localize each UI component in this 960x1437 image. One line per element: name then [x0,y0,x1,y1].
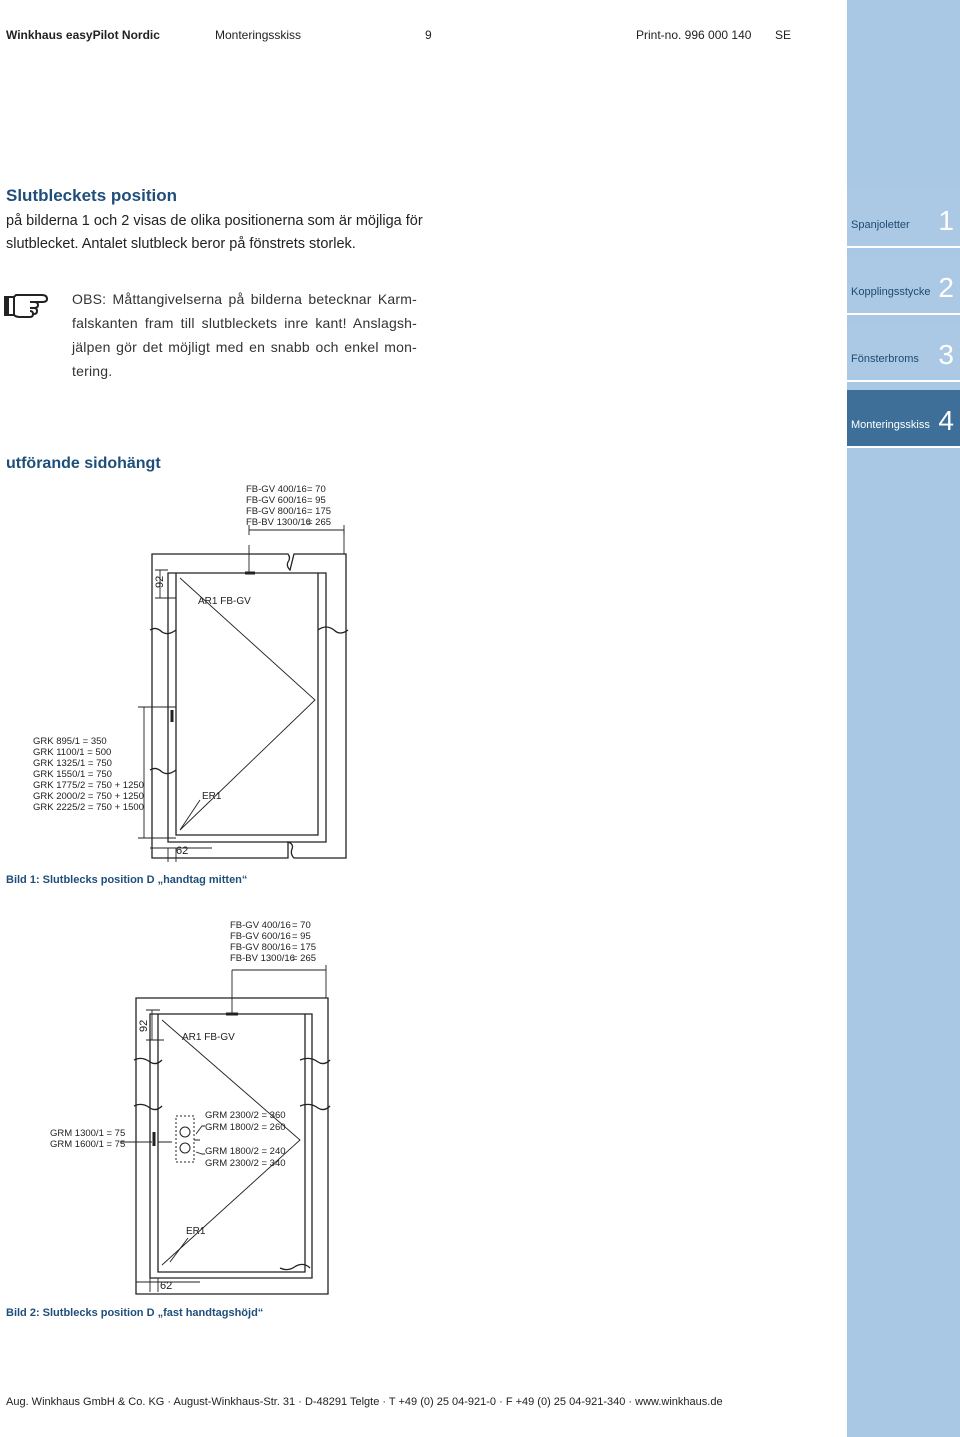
language-code: SE [775,28,792,42]
figure-2-drawing [0,910,560,1295]
tab-label: Kopplingsstycke [851,286,931,298]
tab-fonsterbroms[interactable] [847,324,960,382]
fb-label: FB-GV 800/16 [246,506,307,517]
ar1-label: AR1 FB-GV [198,596,251,607]
fb-label: FB-GV 400/16 [230,920,291,931]
tab-number: 1 [938,205,954,236]
intro-text [6,210,436,256]
fb-value: = 175 [307,506,332,517]
dim-92-label: 92 [154,575,166,588]
figure-1-caption: Bild 1: Slutblecks position D „handtag mitten“ [6,874,248,886]
tab-kopplingsstycke[interactable] [847,257,960,315]
fb-label: FB-GV 600/16 [246,495,307,506]
tab-label: Monteringsskiss [851,419,930,431]
grm-top-line: GRM 1800/2 = 260 [205,1122,286,1133]
fb-label: FB-GV 800/16 [230,942,291,953]
grk-line: GRK 1100/1 = 500 [33,747,112,758]
tab-number: 2 [938,272,954,303]
ar1-label: AR1 FB-GV [182,1032,235,1043]
grk-line: GRK 1775/2 = 750 + 1250 [33,780,144,791]
brand-title: Winkhaus easyPilot Nordic [6,28,160,42]
grm-top-line: GRM 2300/2 = 360 [205,1110,286,1121]
dim-92-label: 92 [138,1019,150,1032]
fb-label: FB-BV 1300/16 [230,953,295,964]
tab-monteringsskiss[interactable] [847,390,960,448]
intro-line: slutblecket. Antalet slutbleck beror på fönstrets storlek. [6,236,356,252]
fb-value: = 265 [292,953,317,964]
tab-number: 3 [938,339,954,370]
er1-label: ER1 [186,1226,206,1237]
print-number: Print-no. 996 000 140 [636,28,752,42]
grm-bottom-line: GRM 1800/2 = 240 [205,1146,286,1157]
variant-title: utförande sidohängt [6,455,161,472]
tab-number: 4 [938,405,954,436]
fb-value: = 175 [292,942,317,953]
tab-label: Fönsterbroms [851,353,919,365]
fb-label: FB-GV 600/16 [230,931,291,942]
chapter-tab-strip [847,0,960,1437]
section-title: Slutbleckets position [6,186,177,205]
grk-line: GRK 2000/2 = 750 + 1250 [33,791,144,802]
header-section: Monteringsskiss [215,28,302,42]
fb-value: = 95 [307,495,326,506]
fb-value: = 70 [307,484,326,495]
grk-line: GRK 895/1 = 350 [33,736,107,747]
dim-62-label: 62 [176,845,189,857]
fb-label: FB-BV 1300/16 [246,517,311,528]
fb-label: FB-GV 400/16 [246,484,307,495]
pointing-hand-icon [4,289,60,326]
grk-line: GRK 1550/1 = 750 [33,769,112,780]
figure-2-caption: Bild 2: Slutblecks position D „fast handtagshöjd“ [6,1307,264,1319]
tab-spanjoletter[interactable] [847,190,960,248]
grk-line: GRK 2225/2 = 750 + 1500 [33,802,144,813]
obs-note: OBS: Måttangivelserna på bilderna betecknar Karm-falskanten fram till slutbleckets inre kant! Anslagsh-jälpen gör det möjligt med en snabb och enkel mon-tering. [72,291,417,379]
dim-62-label: 62 [160,1280,173,1292]
fb-value: = 95 [292,931,311,942]
page-number: 9 [425,28,432,42]
intro-line: på bilderna 1 och 2 visas de olika positionerna som är möjliga för [6,213,423,229]
footer-address: Aug. Winkhaus GmbH & Co. KG · August-Winkhaus-Str. 31 · D-48291 Telgte · T +49 (0) 25 04-921-0 · F +49 (0) 25 04-921-340 · www.winkhaus.de [6,1396,723,1408]
fb-value: = 265 [307,517,332,528]
fb-value: = 70 [292,920,311,931]
er1-label: ER1 [202,791,222,802]
figure-1-drawing [0,470,560,870]
tab-label: Spanjoletter [851,219,910,231]
grm-left-line: GRM 1300/1 = 75 [50,1128,126,1139]
grk-line: GRK 1325/1 = 750 [33,758,112,769]
grm-left-line: GRM 1600/1 = 75 [50,1139,126,1150]
grm-bottom-line: GRM 2300/2 = 340 [205,1158,286,1169]
